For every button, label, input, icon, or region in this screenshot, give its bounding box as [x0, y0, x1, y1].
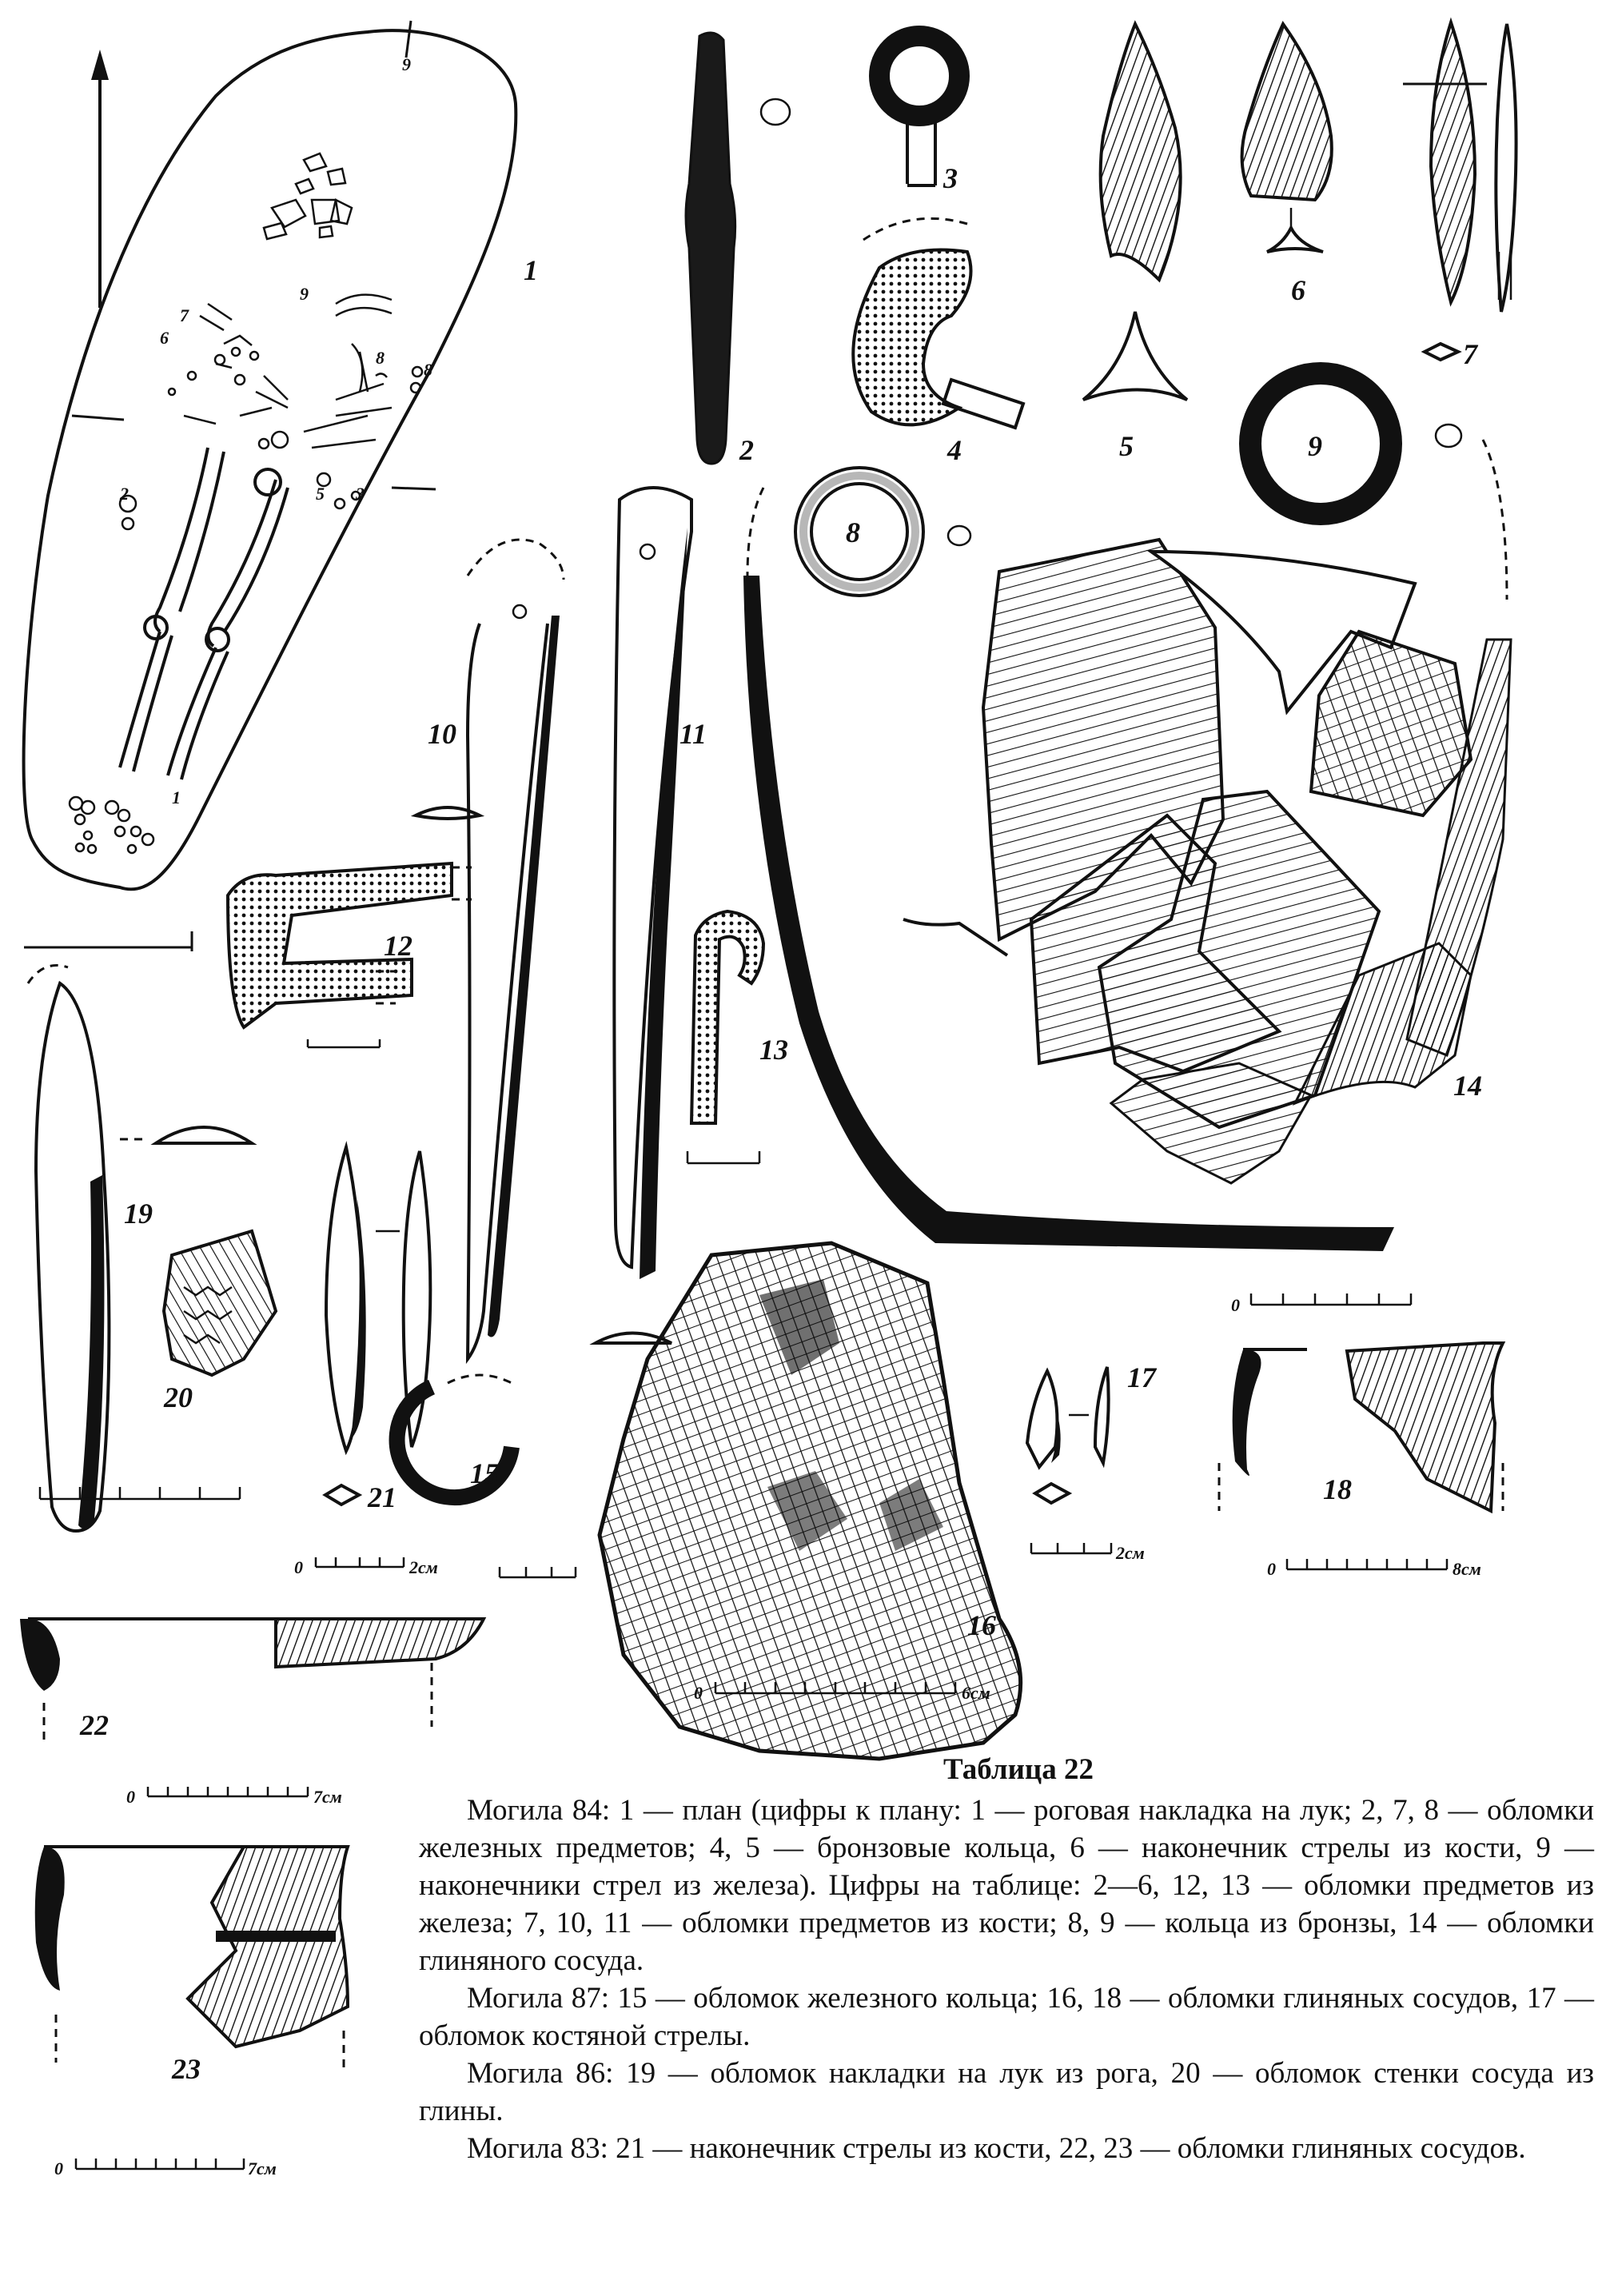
figure-label-12: 12: [384, 930, 412, 962]
figure-label-23: 23: [172, 2053, 201, 2085]
figure-5-arrowhead: [1083, 24, 1187, 462]
caption-paragraph-grave-83: Могила 83: 21 — наконечник стрелы из кости, 22, 23 — обломки глиняных сосудов.: [467, 2132, 1526, 2165]
figure-10-bone-object: [428, 540, 564, 1359]
figure-12-iron-fragment: [228, 863, 472, 1047]
scale-label-16: 6см: [962, 1683, 990, 1703]
figure-label-18: 18: [1323, 1473, 1352, 1505]
scale-zero-16: 0: [694, 1683, 703, 1703]
figure-label-16: 16: [967, 1609, 996, 1641]
figure-label-6: 6: [1291, 274, 1305, 306]
caption-paragraph-grave-84: Могила 84: 1 — план (цифры к плану: 1 — роговая накладка на лук; 2, 7, 8 — обломки железных предметов; 4, 5 — бронзовые кольца, 6 — наконечник стрелы из кости, 9 — наконечники стрел из железа). Цифры на таблице: 2—6, 12, 13 — обломки предметов из железа; 7, 10, 11 — обломки предметов из кости; 8, 9 — кольца из бронзы, 14 — обломки глиняного сосуда.: [419, 1794, 1594, 1977]
figure-label-10: 10: [428, 718, 456, 750]
figure-label-3: 3: [943, 162, 958, 194]
figure-label-20: 20: [164, 1381, 193, 1413]
scale-zero-23: 0: [54, 2158, 63, 2178]
figure-11-bone-object: [614, 488, 707, 1279]
figure-label-7: 7: [1463, 338, 1477, 370]
figure-label-14: 14: [1453, 1070, 1482, 1102]
plate-caption: [419, 1751, 1594, 2167]
figure-label-2: 2: [739, 434, 754, 466]
figure-16-clay-vessel-sherd: [600, 1243, 1021, 1759]
scale-label-18: 8см: [1453, 1559, 1481, 1579]
figure-3-iron-ring: [879, 36, 959, 194]
plan-label-1: 1: [172, 787, 181, 807]
scale-label-22: 7см: [313, 1787, 342, 1807]
scale-zero-14: 0: [1231, 1295, 1240, 1315]
figure-13-iron-hook: [687, 911, 788, 1163]
caption-paragraph-grave-87: Могила 87: 15 — обломок железного кольца; 16, 18 — обломки глиняных сосудов, 17 — обломок костяной стрелы.: [419, 1982, 1594, 2052]
figure-label-1: 1: [524, 254, 538, 286]
scale-zero-22: 0: [126, 1787, 135, 1807]
scale-label-23: 7см: [248, 2158, 277, 2178]
figure-label-19: 19: [124, 1198, 153, 1230]
figure-label-5: 5: [1119, 430, 1134, 462]
plan-label-6: 6: [160, 328, 169, 348]
scale-zero-18: 0: [1267, 1559, 1276, 1579]
plan-label-8a: 8: [376, 348, 385, 368]
figure-20-vessel-wall: [163, 1231, 276, 1413]
plan-label-5: 5: [316, 484, 325, 504]
figure-2-iron-fragment: [686, 33, 790, 466]
figure-label-8: 8: [846, 516, 860, 548]
figure-9-bronze-ring: [1250, 373, 1461, 514]
figure-label-22: 22: [80, 1709, 109, 1741]
figure-4-iron-fragment: [853, 218, 1023, 466]
figure-label-11: 11: [679, 718, 707, 750]
scale-bar-14: [1231, 1293, 1411, 1315]
plan-label-9b: 9: [300, 284, 309, 304]
plan-label-8b: 8: [424, 360, 432, 380]
figure-21-bone-arrowhead: [294, 1147, 438, 1577]
figure-14-clay-vessel: [743, 440, 1511, 1251]
figure-label-15: 15: [470, 1457, 499, 1489]
caption-title: Таблица 22: [943, 1753, 1094, 1786]
figure-label-21: 21: [368, 1481, 397, 1513]
figure-6-bone-arrowhead: [1242, 24, 1332, 306]
figure-label-4: 4: [947, 434, 962, 466]
figure-7-bone-point: [1403, 22, 1516, 370]
figure-8-bronze-ring: [795, 468, 970, 596]
scale-label-17: 2см: [1116, 1543, 1145, 1563]
grave-plan-84: [24, 21, 538, 951]
figure-22-clay-vessel-rim: [20, 1619, 484, 1807]
scale-zero-21: 0: [294, 1557, 303, 1577]
figure-23-clay-vessel: [35, 1847, 348, 2178]
figure-17-bone-arrow: [1027, 1361, 1158, 1563]
plan-label-7: 7: [180, 305, 189, 325]
figure-label-13: 13: [759, 1034, 788, 1066]
caption-paragraph-grave-86: Могила 86: 19 — обломок накладки на лук из рога, 20 — обломок стенки сосуда из глины.: [419, 2057, 1594, 2127]
north-arrow-icon: [91, 50, 109, 80]
scale-label-21: 2см: [409, 1557, 438, 1577]
plan-label-9a: 9: [402, 54, 411, 74]
plan-label-2: 2: [120, 484, 129, 504]
figure-18-clay-vessel: [1219, 1343, 1503, 1579]
plan-label-3: 3: [356, 484, 365, 504]
figure-label-17: 17: [1127, 1361, 1156, 1393]
figure-label-9: 9: [1308, 430, 1322, 462]
